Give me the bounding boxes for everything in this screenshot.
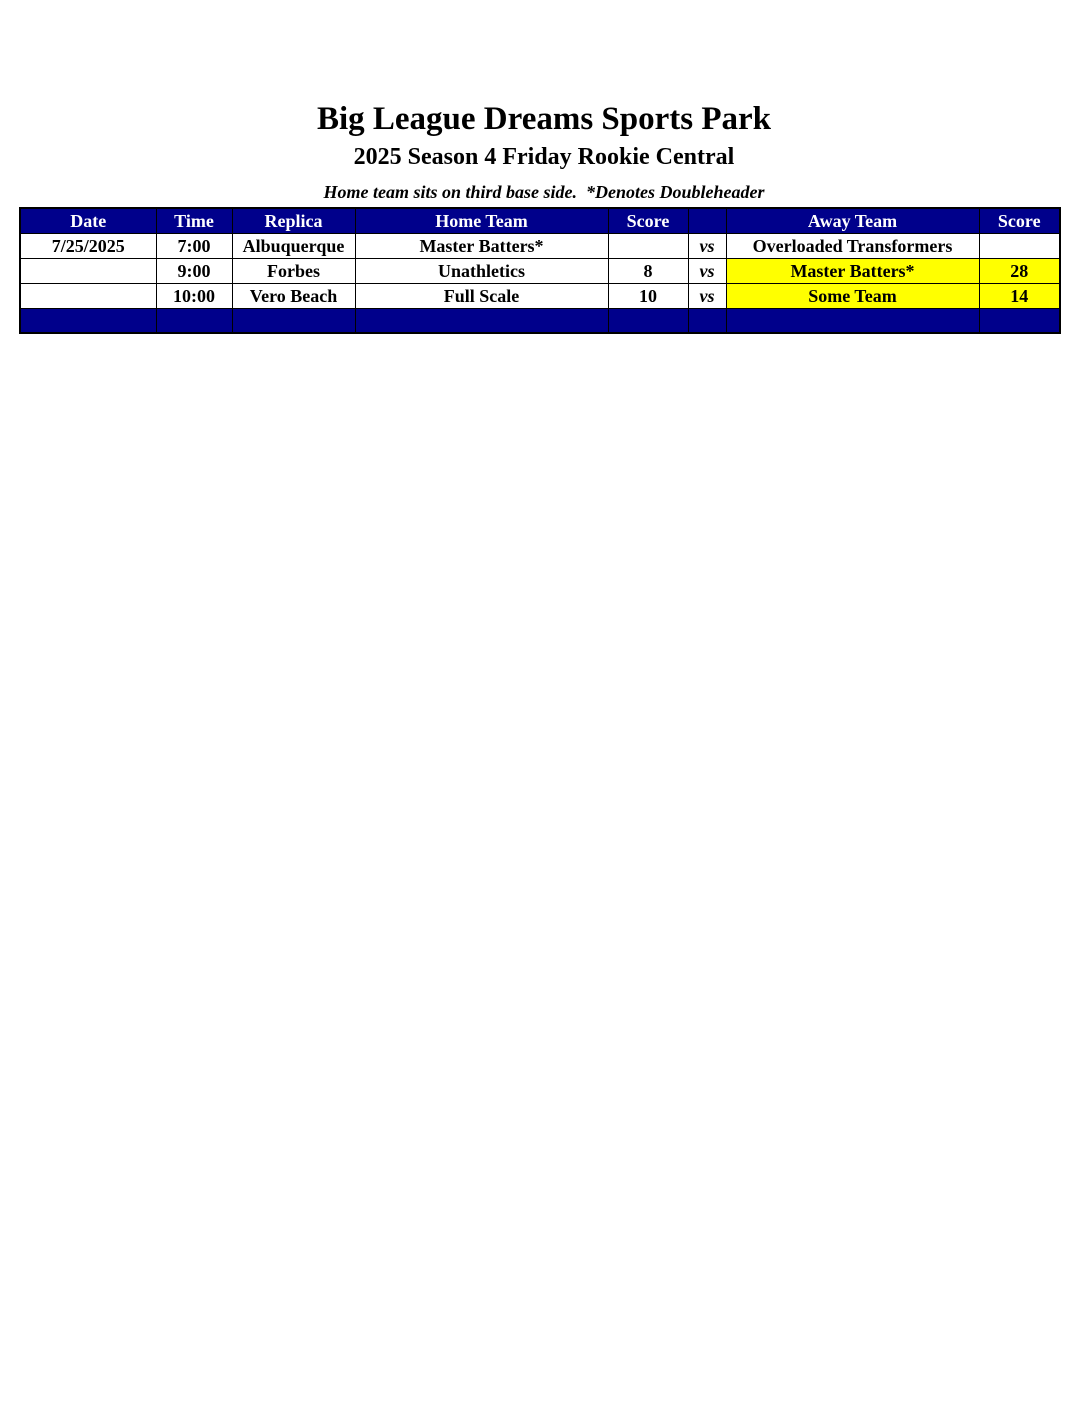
cell-replica: Vero Beach bbox=[232, 284, 355, 309]
footer-cell bbox=[355, 309, 608, 334]
footer-cell bbox=[979, 309, 1060, 334]
cell-vs: vs bbox=[688, 259, 726, 284]
cell-away-team: Some Team bbox=[726, 284, 979, 309]
cell-date bbox=[20, 259, 156, 284]
cell-home-team: Unathletics bbox=[355, 259, 608, 284]
footer-cell bbox=[726, 309, 979, 334]
cell-away-score: 28 bbox=[979, 259, 1060, 284]
schedule-table bbox=[19, 207, 1061, 334]
cell-replica: Forbes bbox=[232, 259, 355, 284]
table-header-row bbox=[20, 208, 1060, 234]
cell-home-score: 10 bbox=[608, 284, 688, 309]
column-header-home-score: Score bbox=[608, 208, 688, 234]
table-row bbox=[20, 234, 1060, 259]
column-header-vs bbox=[688, 208, 726, 234]
cell-away-score bbox=[979, 234, 1060, 259]
table-footer-row bbox=[20, 309, 1060, 334]
footer-cell bbox=[688, 309, 726, 334]
column-header-away-score: Score bbox=[979, 208, 1060, 234]
footer-cell bbox=[608, 309, 688, 334]
cell-date: 7/25/2025 bbox=[20, 234, 156, 259]
footer-cell bbox=[20, 309, 156, 334]
cell-replica: Albuquerque bbox=[232, 234, 355, 259]
column-header-away-team: Away Team bbox=[726, 208, 979, 234]
cell-home-team: Full Scale bbox=[355, 284, 608, 309]
cell-time: 10:00 bbox=[156, 284, 232, 309]
cell-away-team: Overloaded Transformers bbox=[726, 234, 979, 259]
table-row bbox=[20, 259, 1060, 284]
column-header-date: Date bbox=[20, 208, 156, 234]
footer-cell bbox=[232, 309, 355, 334]
column-header-home-team: Home Team bbox=[355, 208, 608, 234]
cell-time: 9:00 bbox=[156, 259, 232, 284]
cell-vs: vs bbox=[688, 234, 726, 259]
cell-home-score: 8 bbox=[608, 259, 688, 284]
footer-cell bbox=[156, 309, 232, 334]
cell-date bbox=[20, 284, 156, 309]
page-title: Big League Dreams Sports Park bbox=[316, 101, 772, 137]
cell-away-team: Master Batters* bbox=[726, 259, 979, 284]
cell-vs: vs bbox=[688, 284, 726, 309]
column-header-time: Time bbox=[156, 208, 232, 234]
cell-time: 7:00 bbox=[156, 234, 232, 259]
table-row bbox=[20, 284, 1060, 309]
page-subtitle: 2025 Season 4 Friday Rookie Central bbox=[353, 144, 735, 170]
cell-home-score bbox=[608, 234, 688, 259]
cell-home-team: Master Batters* bbox=[355, 234, 608, 259]
schedule-note: Home team sits on third base side. *Denotes Doubleheader bbox=[323, 182, 765, 202]
column-header-replica: Replica bbox=[232, 208, 355, 234]
cell-away-score: 14 bbox=[979, 284, 1060, 309]
